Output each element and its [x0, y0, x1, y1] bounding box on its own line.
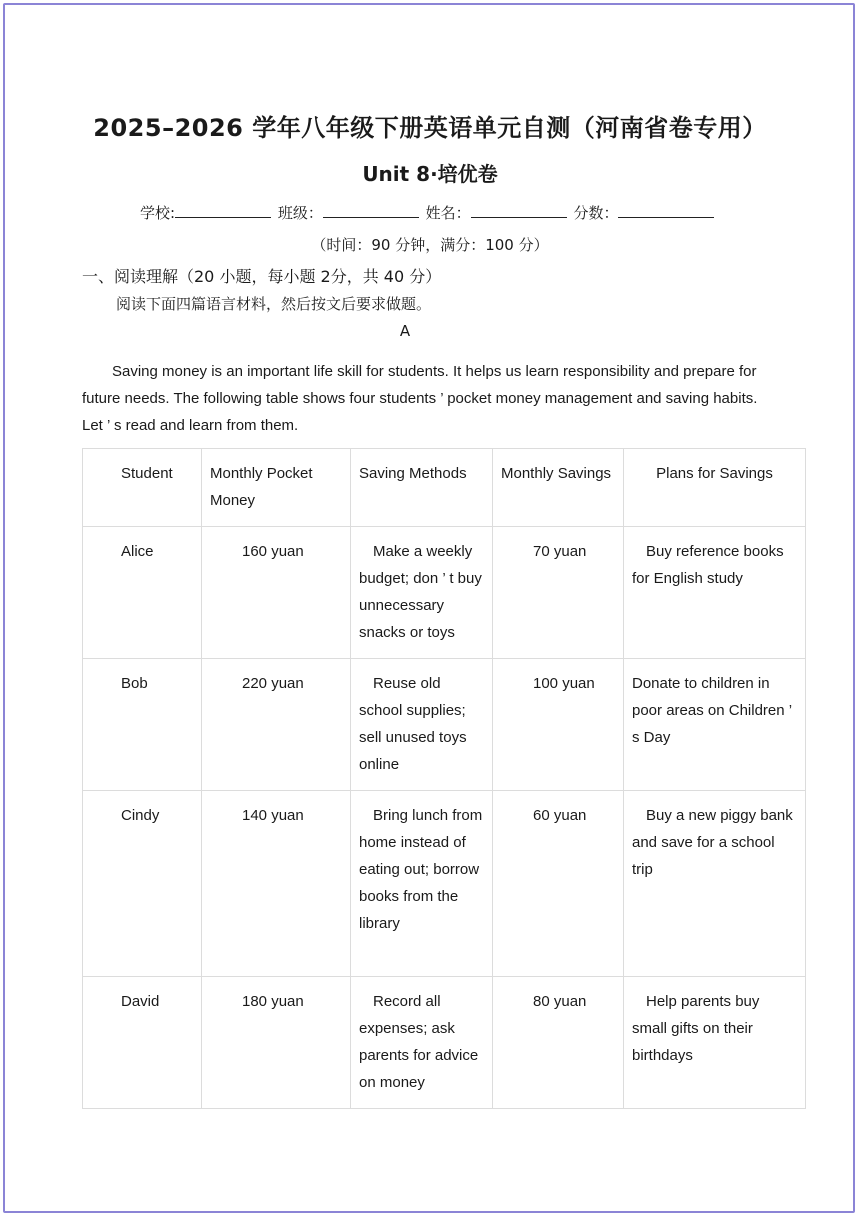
school-blank [175, 203, 271, 218]
table-row [83, 527, 806, 659]
table-cell: Bob [83, 659, 202, 791]
table-cell: Donate to children in poor areas on Children ’ s Day [624, 659, 806, 791]
table-cell: 70 yuan [493, 527, 624, 659]
header-cell: Student [83, 449, 202, 527]
time-info: （时间：90 分钟，满分：100 分） [311, 236, 549, 254]
passage-intro: Saving money is an important life skill for students. It helps us learn responsibility and prepare for future needs. The following table shows four students ’ pocket money management and saving habits. Let ’ s read and learn from them. [82, 363, 758, 434]
table-cell: Make a weekly budget; don ’ t buy unnecessary snacks or toys [351, 527, 493, 659]
table-row [83, 791, 806, 977]
table-cell: 80 yuan [493, 977, 624, 1109]
table-cell: Cindy [83, 791, 202, 977]
header-cell: Monthly Pocket Money [202, 449, 351, 527]
table-cell: 160 yuan [202, 527, 351, 659]
page-subtitle: Unit 8·培优卷 [362, 162, 498, 186]
table-cell: Bring lunch from home instead of eating out; borrow books from the library [351, 791, 493, 977]
header-cell: Saving Methods [351, 449, 493, 527]
savings-table [82, 448, 806, 1109]
name-blank [471, 203, 567, 218]
score-blank [618, 203, 714, 218]
table-cell: 140 yuan [202, 791, 351, 977]
table-cell: Buy a new piggy bank and save for a school trip [624, 791, 806, 977]
table-header-row [83, 449, 806, 527]
table-cell: David [83, 977, 202, 1109]
table-cell: Record all expenses; ask parents for advice on money [351, 977, 493, 1109]
table-cell: Alice [83, 527, 202, 659]
passage-label: A [399, 322, 411, 340]
table-cell: 60 yuan [493, 791, 624, 977]
name-label: 姓名： [425, 204, 471, 222]
header-cell: Plans for Savings [624, 449, 806, 527]
table-row [83, 977, 806, 1109]
class-label: 班级： [277, 204, 323, 222]
table-cell: 220 yuan [202, 659, 351, 791]
table-row [83, 659, 806, 791]
section-instruction: 阅读下面四篇语言材料，然后按文后要求做题。 [116, 295, 432, 313]
table-cell: Help parents buy small gifts on their birthdays [624, 977, 806, 1109]
table-cell: Buy reference books for English study [624, 527, 806, 659]
header-cell: Monthly Savings [493, 449, 624, 527]
school-label: 学校: [140, 204, 176, 222]
table-cell: Reuse old school supplies; sell unused toys online [351, 659, 493, 791]
score-label: 分数： [573, 204, 619, 222]
student-info-line [140, 202, 716, 223]
table-cell: 100 yuan [493, 659, 624, 791]
page-title: 2025–2026 学年八年级下册英语单元自测（河南省卷专用） [93, 114, 767, 142]
class-blank [323, 203, 419, 218]
table-cell: 180 yuan [202, 977, 351, 1109]
section-title: 一、阅读理解（20 小题，每小题 2分，共 40 分） [82, 267, 442, 286]
